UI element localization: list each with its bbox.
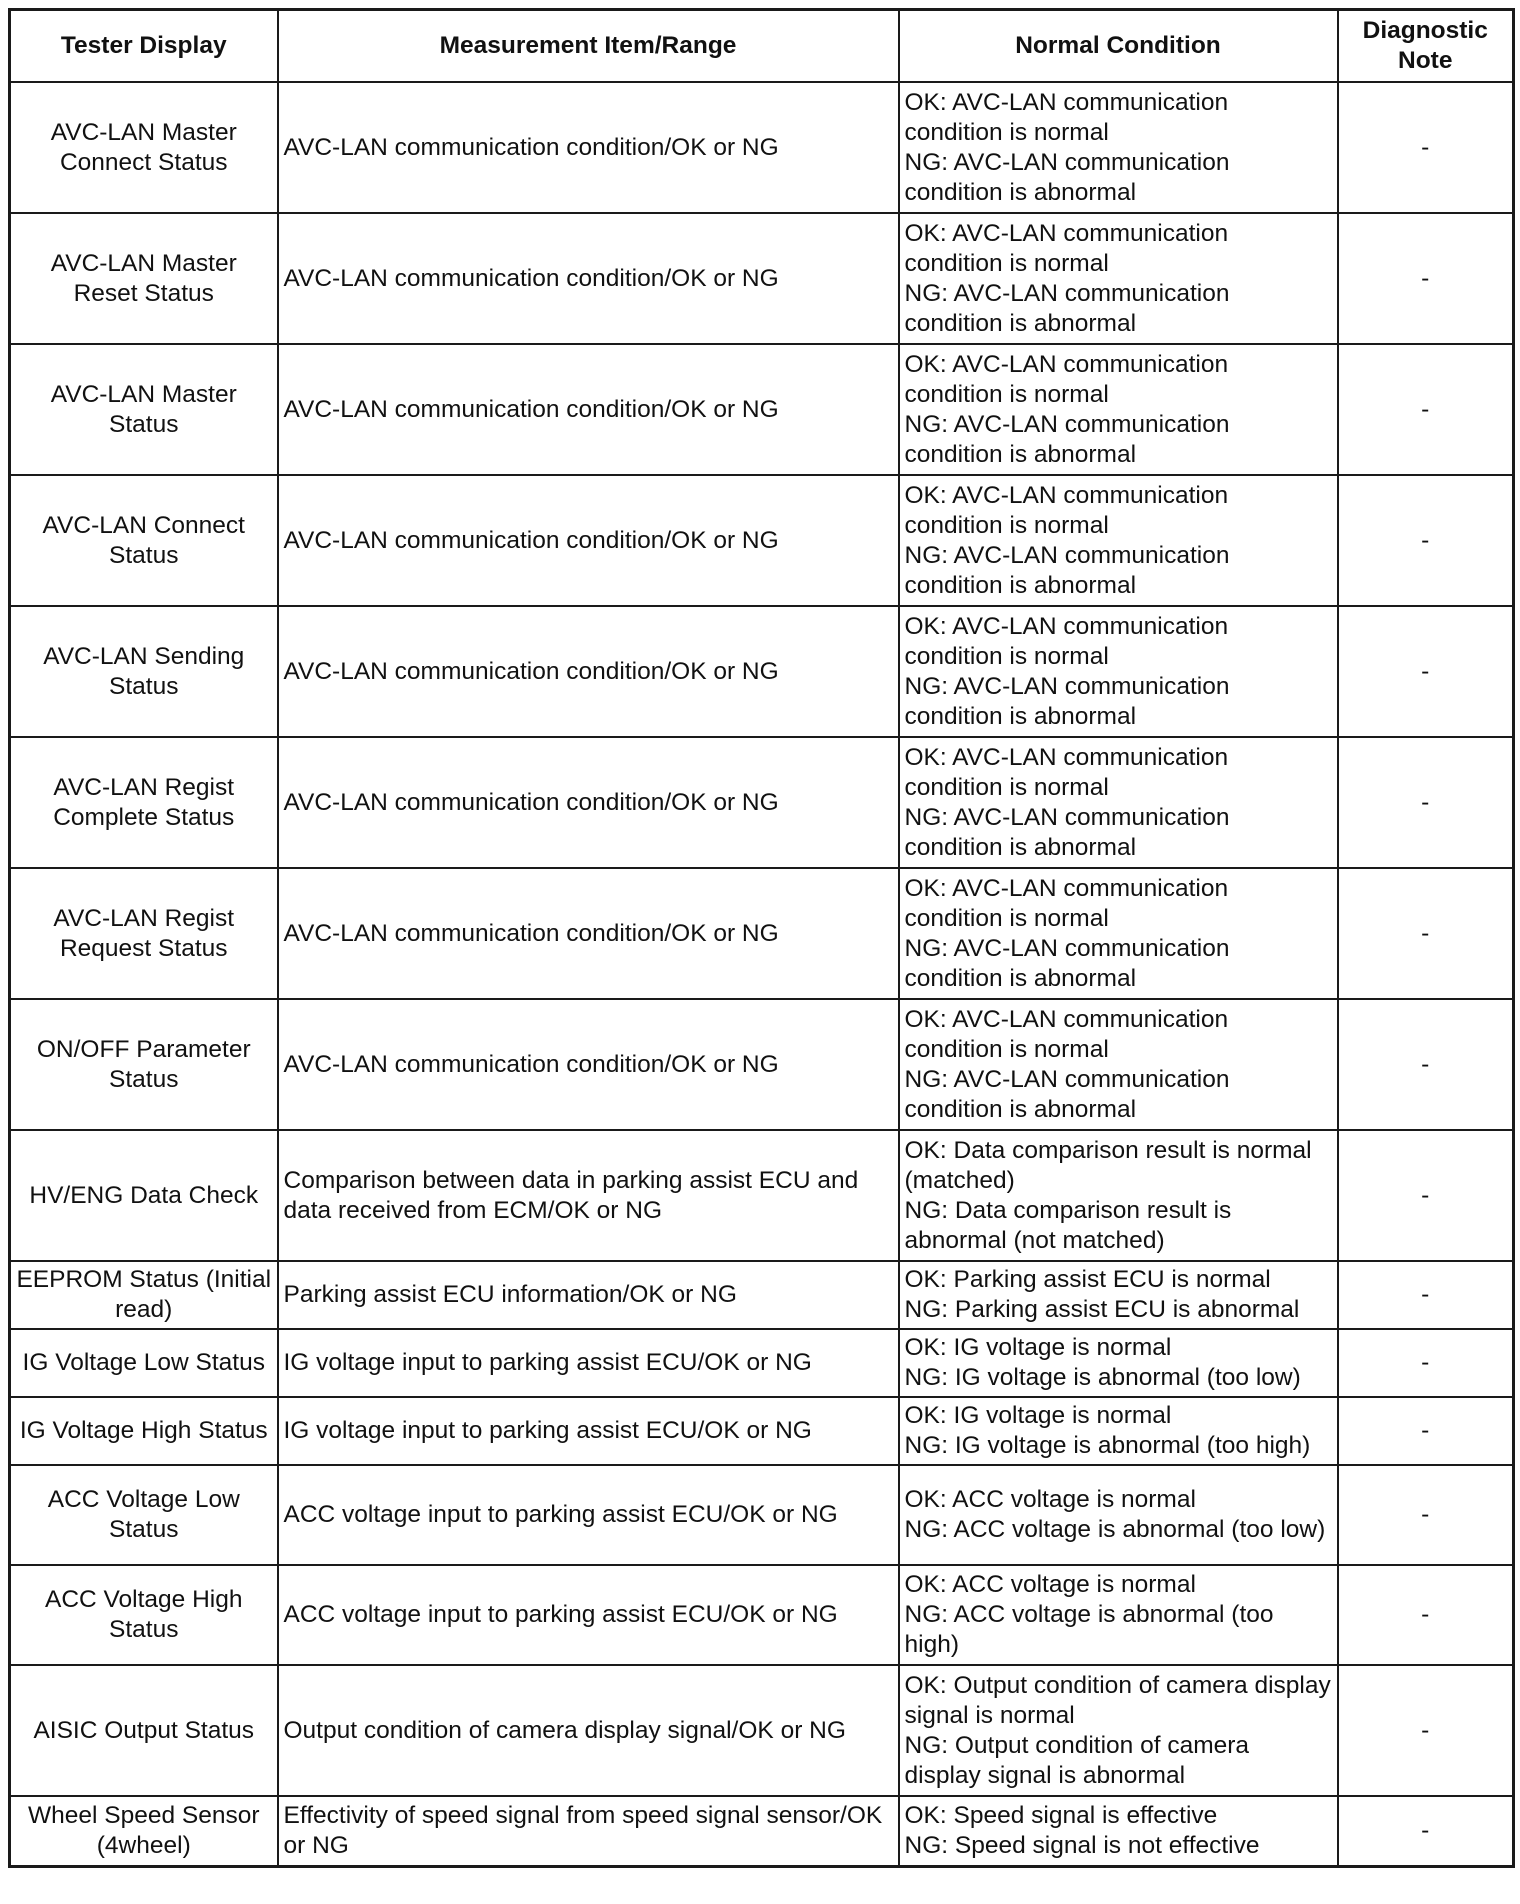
table-row <box>10 213 1514 344</box>
table-row <box>10 344 1514 475</box>
normal-condition-cell: OK: AVC-LAN communication condition is normal NG: AVC-LAN communication condition is abnormal <box>899 868 1338 999</box>
normal-condition-cell: OK: ACC voltage is normal NG: ACC voltage is abnormal (too low) <box>899 1465 1338 1565</box>
measurement-cell: ACC voltage input to parking assist ECU/OK or NG <box>278 1465 899 1565</box>
normal-condition-cell: OK: AVC-LAN communication condition is normal NG: AVC-LAN communication condition is abnormal <box>899 82 1338 213</box>
table-row <box>10 1465 1514 1565</box>
diagnostic-note-cell: - <box>1338 1465 1514 1565</box>
header-row <box>10 10 1514 83</box>
diagnostic-note-cell: - <box>1338 1261 1514 1329</box>
measurement-cell: AVC-LAN communication condition/OK or NG <box>278 344 899 475</box>
tester-display-cell: AVC-LAN Sending Status <box>10 606 278 737</box>
normal-condition-cell: OK: Output condition of camera display signal is normal NG: Output condition of camera display signal is abnormal <box>899 1665 1338 1796</box>
tester-display-cell: AVC-LAN Connect Status <box>10 475 278 606</box>
normal-condition-cell: OK: ACC voltage is normal NG: ACC voltage is abnormal (too high) <box>899 1565 1338 1665</box>
table-row <box>10 1565 1514 1665</box>
table-row <box>10 868 1514 999</box>
data-list-table <box>8 8 1515 1868</box>
measurement-cell: IG voltage input to parking assist ECU/OK or NG <box>278 1329 899 1397</box>
tester-display-cell: AVC-LAN Master Reset Status <box>10 213 278 344</box>
tester-display-cell: HV/ENG Data Check <box>10 1130 278 1261</box>
diagnostic-note-cell: - <box>1338 213 1514 344</box>
table-row <box>10 606 1514 737</box>
tester-display-cell: ACC Voltage Low Status <box>10 1465 278 1565</box>
normal-condition-cell: OK: Speed signal is effective NG: Speed signal is not effective <box>899 1796 1338 1867</box>
tester-display-cell: IG Voltage High Status <box>10 1397 278 1465</box>
measurement-cell: Comparison between data in parking assist ECU and data received from ECM/OK or NG <box>278 1130 899 1261</box>
table-row <box>10 1261 1514 1329</box>
table-row <box>10 475 1514 606</box>
normal-condition-cell: OK: AVC-LAN communication condition is normal NG: AVC-LAN communication condition is abnormal <box>899 606 1338 737</box>
diagnostic-note-cell: - <box>1338 1397 1514 1465</box>
table-row <box>10 1329 1514 1397</box>
diagnostic-note-cell: - <box>1338 606 1514 737</box>
tester-display-cell: ON/OFF Parameter Status <box>10 999 278 1130</box>
diagnostic-note-cell: - <box>1338 1565 1514 1665</box>
table-row <box>10 737 1514 868</box>
diagnostic-note-cell: - <box>1338 737 1514 868</box>
measurement-cell: AVC-LAN communication condition/OK or NG <box>278 737 899 868</box>
header-diagnostic-note: Diagnostic Note <box>1338 10 1514 83</box>
diagnostic-note-cell: - <box>1338 1796 1514 1867</box>
table-row <box>10 82 1514 213</box>
table-row <box>10 1130 1514 1261</box>
diagnostic-note-cell: - <box>1338 868 1514 999</box>
header-tester-display: Tester Display <box>10 10 278 83</box>
diagnostic-note-cell: - <box>1338 1130 1514 1261</box>
normal-condition-cell: OK: AVC-LAN communication condition is normal NG: AVC-LAN communication condition is abnormal <box>899 999 1338 1130</box>
tester-display-cell: EEPROM Status (Initial read) <box>10 1261 278 1329</box>
measurement-cell: AVC-LAN communication condition/OK or NG <box>278 82 899 213</box>
diagnostic-note-cell: - <box>1338 1329 1514 1397</box>
measurement-cell: AVC-LAN communication condition/OK or NG <box>278 606 899 737</box>
table-row <box>10 1796 1514 1867</box>
measurement-cell: Effectivity of speed signal from speed signal sensor/OK or NG <box>278 1796 899 1867</box>
table-row <box>10 1397 1514 1465</box>
normal-condition-cell: OK: AVC-LAN communication condition is normal NG: AVC-LAN communication condition is abnormal <box>899 213 1338 344</box>
measurement-cell: IG voltage input to parking assist ECU/OK or NG <box>278 1397 899 1465</box>
measurement-cell: AVC-LAN communication condition/OK or NG <box>278 868 899 999</box>
normal-condition-cell: OK: IG voltage is normal NG: IG voltage is abnormal (too low) <box>899 1329 1338 1397</box>
tester-display-cell: AVC-LAN Regist Complete Status <box>10 737 278 868</box>
measurement-cell: ACC voltage input to parking assist ECU/OK or NG <box>278 1565 899 1665</box>
tester-display-cell: AVC-LAN Master Connect Status <box>10 82 278 213</box>
diagnostic-note-cell: - <box>1338 999 1514 1130</box>
tester-display-cell: Wheel Speed Sensor (4wheel) <box>10 1796 278 1867</box>
tester-display-cell: AVC-LAN Regist Request Status <box>10 868 278 999</box>
tester-display-cell: AVC-LAN Master Status <box>10 344 278 475</box>
normal-condition-cell: OK: Data comparison result is normal (matched) NG: Data comparison result is abnormal (not matched) <box>899 1130 1338 1261</box>
measurement-cell: Parking assist ECU information/OK or NG <box>278 1261 899 1329</box>
table-row <box>10 1665 1514 1796</box>
tester-display-cell: AISIC Output Status <box>10 1665 278 1796</box>
measurement-cell: AVC-LAN communication condition/OK or NG <box>278 475 899 606</box>
normal-condition-cell: OK: AVC-LAN communication condition is normal NG: AVC-LAN communication condition is abnormal <box>899 737 1338 868</box>
normal-condition-cell: OK: AVC-LAN communication condition is normal NG: AVC-LAN communication condition is abnormal <box>899 475 1338 606</box>
diagnostic-note-cell: - <box>1338 475 1514 606</box>
header-measurement: Measurement Item/Range <box>278 10 899 83</box>
normal-condition-cell: OK: IG voltage is normal NG: IG voltage is abnormal (too high) <box>899 1397 1338 1465</box>
measurement-cell: AVC-LAN communication condition/OK or NG <box>278 999 899 1130</box>
diagnostic-note-cell: - <box>1338 1665 1514 1796</box>
measurement-cell: Output condition of camera display signal/OK or NG <box>278 1665 899 1796</box>
header-normal-condition: Normal Condition <box>899 10 1338 83</box>
measurement-cell: AVC-LAN communication condition/OK or NG <box>278 213 899 344</box>
diagnostic-note-cell: - <box>1338 344 1514 475</box>
tester-display-cell: IG Voltage Low Status <box>10 1329 278 1397</box>
normal-condition-cell: OK: AVC-LAN communication condition is normal NG: AVC-LAN communication condition is abnormal <box>899 344 1338 475</box>
diagnostic-note-cell: - <box>1338 82 1514 213</box>
table-row <box>10 999 1514 1130</box>
tester-display-cell: ACC Voltage High Status <box>10 1565 278 1665</box>
data-list-table-container <box>8 8 1512 1868</box>
normal-condition-cell: OK: Parking assist ECU is normal NG: Parking assist ECU is abnormal <box>899 1261 1338 1329</box>
